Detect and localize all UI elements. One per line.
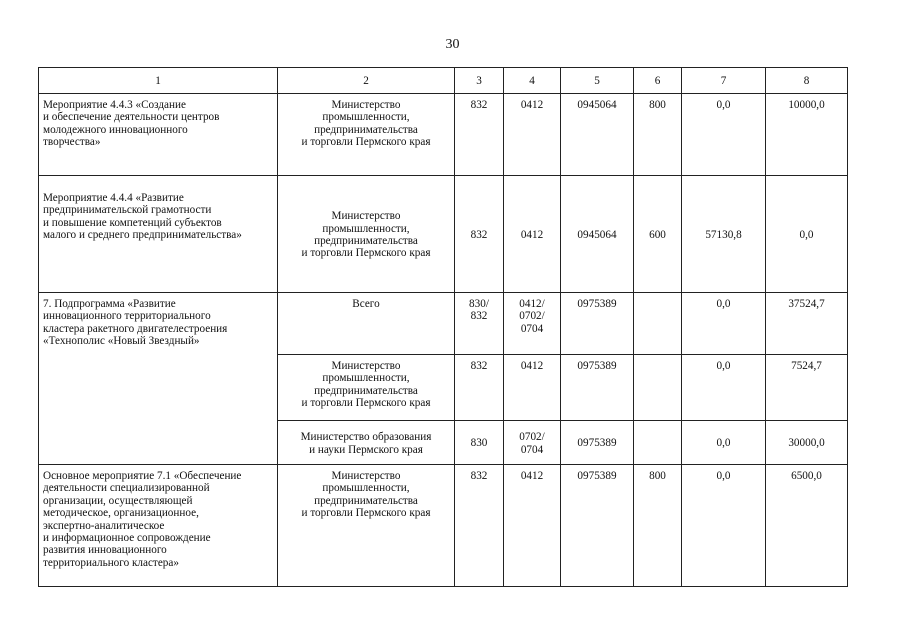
table-row — [39, 94, 848, 176]
page-number: 30 — [445, 37, 460, 52]
header-cell-6: 6 — [634, 68, 682, 94]
row-name-cell: Мероприятие 4.4.3 «Создание и обеспечение деятельности центров молодежного инновационного творчества» — [39, 94, 278, 176]
expense-type-cell: 800 — [634, 94, 682, 176]
amount-cell: 0,0 — [766, 176, 848, 293]
amount-cell: 10000,0 — [766, 94, 848, 176]
target-article-cell: 0945064 — [561, 176, 634, 293]
header-row — [39, 68, 848, 94]
amount-cell: 0,0 — [682, 293, 766, 355]
amount-cell: 0,0 — [682, 94, 766, 176]
table-row — [39, 293, 848, 355]
amount-cell: 0,0 — [682, 465, 766, 587]
amount-cell: 30000,0 — [766, 421, 848, 465]
section-cell: 0702/ 0704 — [504, 421, 561, 465]
section-cell: 0412 — [504, 465, 561, 587]
code-cell: 832 — [455, 355, 504, 421]
budget-table — [38, 67, 848, 587]
expense-type-cell: 600 — [634, 176, 682, 293]
code-cell: 830 — [455, 421, 504, 465]
executor-cell: Министерство образования и науки Пермского края — [278, 421, 455, 465]
section-cell: 0412 — [504, 355, 561, 421]
header-cell-5: 5 — [561, 68, 634, 94]
header-cell-4: 4 — [504, 68, 561, 94]
target-article-cell: 0975389 — [561, 293, 634, 355]
amount-cell: 57130,8 — [682, 176, 766, 293]
code-cell: 830/ 832 — [455, 293, 504, 355]
code-cell: 832 — [455, 94, 504, 176]
target-article-cell: 0975389 — [561, 355, 634, 421]
amount-cell: 0,0 — [682, 421, 766, 465]
expense-type-cell — [634, 355, 682, 421]
executor-cell: Всего — [278, 293, 455, 355]
row-name-cell: 7. Подпрограмма «Развитие инновационного территориального кластера ракетного двигателестроения «Технополис «Новый Звездный» — [39, 293, 278, 465]
executor-cell: Министерство промышленности, предпринимательства и торговли Пермского края — [278, 94, 455, 176]
code-cell: 832 — [455, 465, 504, 587]
expense-type-cell: 800 — [634, 465, 682, 587]
amount-cell: 7524,7 — [766, 355, 848, 421]
executor-cell: Министерство промышленности, предпринимательства и торговли Пермского края — [278, 176, 455, 293]
row-name-cell: Мероприятие 4.4.4 «Развитие предпринимательской грамотности и повышение компетенций субъектов малого и среднего предпринимательства» — [39, 176, 278, 293]
code-cell: 832 — [455, 176, 504, 293]
table-row — [39, 176, 848, 293]
header-cell-1: 1 — [39, 68, 278, 94]
executor-cell: Министерство промышленности, предпринимательства и торговли Пермского края — [278, 465, 455, 587]
section-cell: 0412 — [504, 176, 561, 293]
section-cell: 0412/ 0702/ 0704 — [504, 293, 561, 355]
header-cell-7: 7 — [682, 68, 766, 94]
amount-cell: 0,0 — [682, 355, 766, 421]
target-article-cell: 0945064 — [561, 94, 634, 176]
header-cell-3: 3 — [455, 68, 504, 94]
amount-cell: 6500,0 — [766, 465, 848, 587]
amount-cell: 37524,7 — [766, 293, 848, 355]
target-article-cell: 0975389 — [561, 465, 634, 587]
target-article-cell: 0975389 — [561, 421, 634, 465]
table-row — [39, 465, 848, 587]
header-cell-8: 8 — [766, 68, 848, 94]
row-name-cell: Основное мероприятие 7.1 «Обеспечение деятельности специализированной организации, осуществляющей методическое, организационное, экспертно-аналитическое и информационное сопровождение развития инновационного территориального кластера» — [39, 465, 278, 587]
header-cell-2: 2 — [278, 68, 455, 94]
expense-type-cell — [634, 293, 682, 355]
section-cell: 0412 — [504, 94, 561, 176]
expense-type-cell — [634, 421, 682, 465]
executor-cell: Министерство промышленности, предпринимательства и торговли Пермского края — [278, 355, 455, 421]
